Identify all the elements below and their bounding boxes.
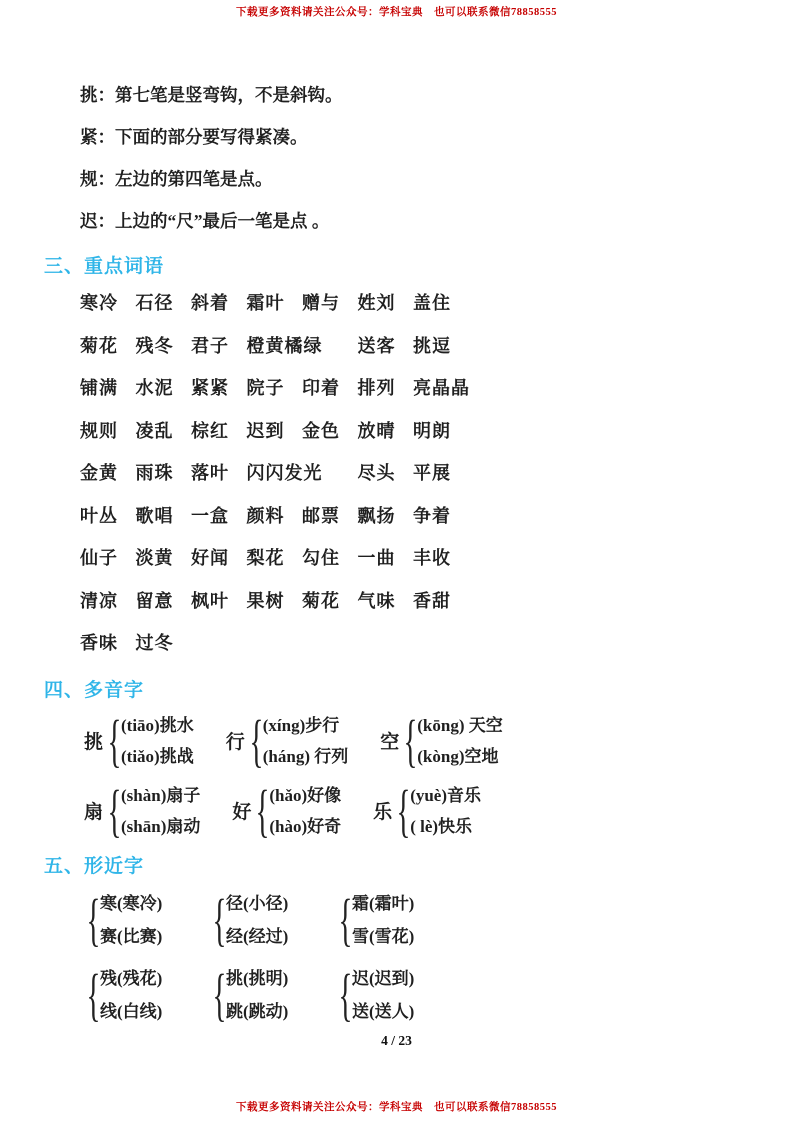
polyphone-readings [410,780,481,842]
word: 一盒 [191,505,229,526]
polyphone-reading: (kòng)空地 [417,746,499,766]
similar-pair-item: 挑(挑明) [226,968,289,988]
left-brace: { [86,886,101,952]
word-row [80,368,757,411]
word: 菊花 [302,590,340,611]
polyphone-reading: (xíng)步行 [262,715,340,735]
similar-pair-row [82,887,757,953]
left-brace: { [86,961,101,1027]
section-title-similar-chars: 五、形近字 [44,855,145,877]
word: 尽头 [357,463,396,483]
polyphone-reading: (yuè)音乐 [410,785,482,805]
word: 君子 [191,335,229,356]
left-brace: { [255,777,270,843]
similar-pair-item: 雪(雪花) [352,926,415,946]
word: 仙子 [80,548,118,568]
stroke-tip: 规：左边的第四笔是点。 [80,169,273,189]
word-row [80,623,757,666]
word: 规则 [80,420,118,441]
polyphone-character: 好 [232,802,252,823]
section-title-key-words: 三、重点词语 [44,256,165,277]
polyphone-character: 乐 [373,802,393,823]
word: 香甜 [413,590,451,611]
polyphone-reading: (kōng) 天空 [417,715,503,735]
word: 盖住 [413,293,451,313]
word: 气味 [357,590,396,611]
word: 飘扬 [357,505,396,526]
similar-pair-item: 残(残花) [100,968,163,988]
similar-chars-block [44,887,757,1028]
polyphone-group [232,777,342,843]
polyphone-group [84,777,201,843]
word: 叶丛 [80,505,118,526]
left-brace: { [403,707,418,773]
word: 迟到 [246,420,285,441]
word: 过冬 [135,633,174,653]
word-row [80,283,757,326]
similar-pair-group [82,887,208,953]
polyphone-row [84,707,757,773]
polyphone-character: 行 [225,732,245,753]
word: 寒冷 [80,293,118,313]
word: 金色 [302,420,340,441]
word: 橙黄橘绿 [246,335,323,356]
word: 梨花 [246,548,285,568]
word: 排列 [357,378,396,398]
polyphone-reading: (shàn)扇子 [121,785,201,805]
similar-pair-items [226,962,288,1028]
stroke-tip: 迟：上边的“尺”最后一笔是点 。 [80,211,330,231]
word: 残冬 [135,335,174,356]
word: 菊花 [80,335,118,356]
word: 霜叶 [246,293,285,313]
page-number: 4 / 23 [381,1033,412,1048]
similar-pair-item: 迟(迟到) [352,968,415,988]
similar-pair-item: 寒(寒冷) [100,893,163,913]
word: 歌唱 [135,505,174,526]
polyphone-character: 空 [380,732,400,753]
similar-pair-item: 径(小径) [226,893,289,913]
word-row [80,326,757,369]
word: 香味 [80,633,118,653]
similar-pair-item: 经(经过) [226,926,289,946]
polyphone-reading: (hào)好奇 [269,816,342,836]
similar-pair-group [82,962,208,1028]
similar-pair-group [208,887,334,953]
polyphones-block [44,707,757,843]
word: 一曲 [357,548,396,568]
polyphone-reading: ( lè)快乐 [410,816,473,836]
polyphone-readings [121,780,200,842]
word: 丰收 [413,548,451,568]
left-brace: { [212,961,227,1027]
key-words-grid [44,283,757,666]
word: 紧紧 [191,378,229,398]
word-row [80,538,757,581]
stroke-tip: 紧：下面的部分要写得紧凑。 [80,127,308,147]
similar-pair-items [100,887,162,953]
polyphone-readings [417,710,502,772]
word-row [80,453,757,496]
word: 雨珠 [135,463,174,483]
similar-pair-row [82,962,757,1028]
header-notice: 下载更多资料请关注公众号：学科宝典 也可以联系微信78858555 [236,7,557,18]
polyphone-readings [269,780,341,842]
word-row [80,581,757,624]
word: 勾住 [302,548,340,568]
word: 印着 [302,378,340,398]
word: 落叶 [191,463,229,483]
word: 石径 [135,293,174,313]
word: 闪闪发光 [246,463,323,483]
word: 金黄 [80,463,118,483]
word: 赠与 [302,293,340,313]
left-brace: { [396,777,411,843]
word: 平展 [413,463,451,483]
word: 颜料 [246,505,285,526]
left-brace: { [212,886,227,952]
stroke-tip: 挑：第七笔是竖弯钩，不是斜钩。 [80,85,343,105]
word: 留意 [135,590,174,611]
word: 果树 [246,590,285,611]
polyphone-reading: (hǎo)好像 [269,785,342,805]
word: 姓刘 [357,293,396,313]
polyphone-character: 挑 [84,732,104,753]
word-row [80,411,757,454]
similar-pair-item: 送(送人) [352,1001,415,1021]
polyphone-group [84,707,194,773]
word: 送客 [357,335,396,356]
word: 斜着 [191,293,229,313]
polyphone-reading: (shān)扇动 [121,816,201,836]
word: 棕红 [191,420,229,441]
word: 挑逗 [413,335,451,356]
polyphone-reading: (tiǎo)挑战 [121,746,194,766]
polyphone-character: 扇 [84,802,104,823]
section-title-polyphones: 四、多音字 [44,679,145,701]
similar-pair-item: 赛(比赛) [100,926,163,946]
left-brace: { [338,961,353,1027]
word: 邮票 [302,505,340,526]
polyphone-readings [121,710,194,772]
polyphone-group [380,707,503,773]
word: 淡黄 [135,548,174,568]
word-row [80,496,757,539]
word: 明朗 [413,420,451,441]
left-brace: { [249,707,264,773]
word: 凌乱 [135,420,174,441]
similar-pair-items [352,887,414,953]
word: 争着 [413,505,451,526]
left-brace: { [107,777,122,843]
word: 好闻 [191,548,229,568]
word: 放晴 [357,420,396,441]
similar-pair-item: 线(白线) [100,1001,163,1021]
similar-pair-group [334,887,460,953]
word: 枫叶 [191,590,229,611]
word: 亮晶晶 [413,378,470,398]
polyphone-row [84,777,757,843]
polyphone-reading: (tiāo)挑水 [121,715,194,735]
similar-pair-items [226,887,288,953]
word: 铺满 [80,378,118,398]
polyphone-group [373,777,482,843]
left-brace: { [338,886,353,952]
similar-pair-group [334,962,460,1028]
footer-notice: 下载更多资料请关注公众号：学科宝典 也可以联系微信78858555 [236,1102,557,1113]
similar-pair-items [352,962,414,1028]
similar-pair-item: 跳(跳动) [226,1001,289,1021]
similar-pair-item: 霜(霜叶) [352,893,415,913]
polyphone-readings [263,710,348,772]
polyphone-reading: (háng) 行列 [262,746,349,766]
left-brace: { [107,707,122,773]
stroke-tips-list [44,74,757,242]
word: 水泥 [135,378,174,398]
page-content [44,74,757,1028]
similar-pair-items [100,962,162,1028]
word: 院子 [246,378,285,398]
similar-pair-group [208,962,334,1028]
polyphone-group [225,707,349,773]
word: 清凉 [80,590,118,611]
